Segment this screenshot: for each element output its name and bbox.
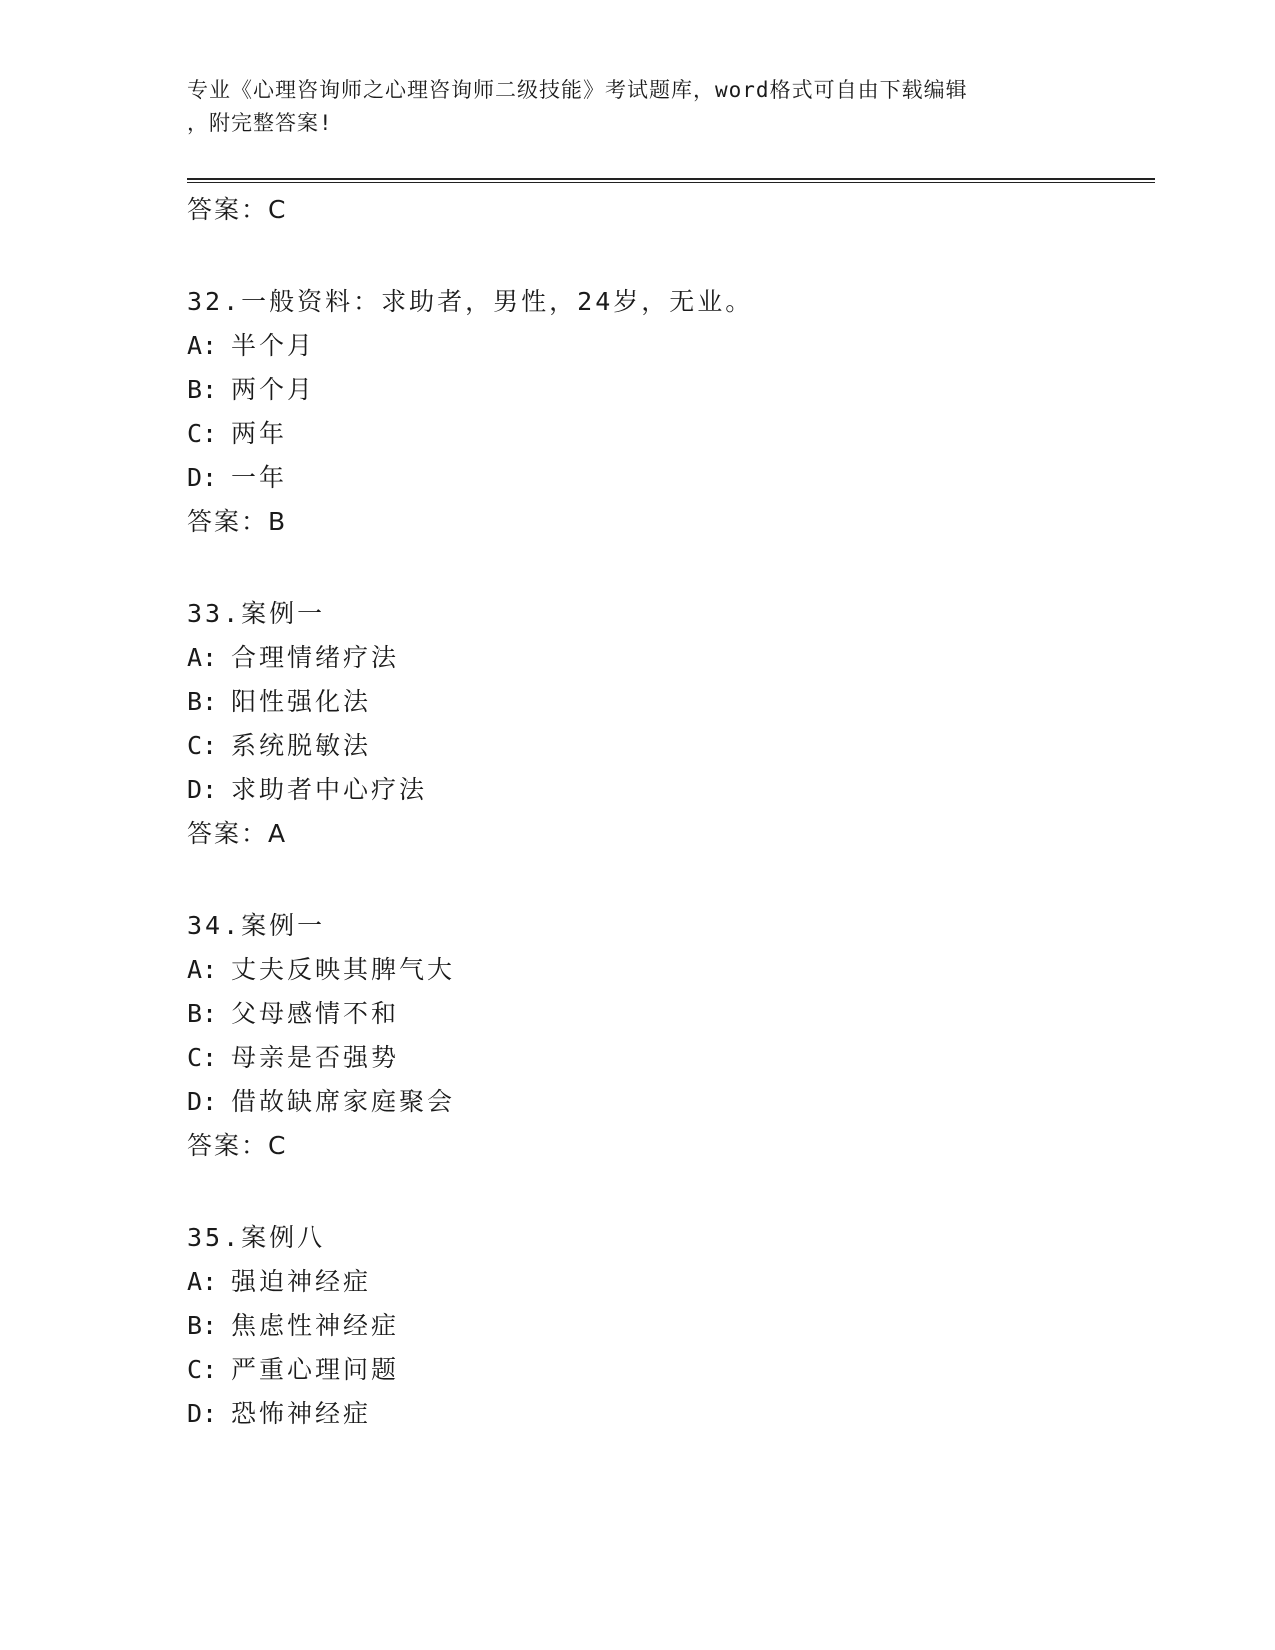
header-line-1: 专业《心理咨询师之心理咨询师二级技能》考试题库，word格式可自由下载编辑 [187,78,968,102]
option-text: 恐怖神经症 [231,1399,372,1428]
answer-31: 答案：C [187,195,288,224]
option-letter: A: [187,643,218,672]
question-34-option-c [187,1042,399,1074]
option-text: 焦虑性神经症 [231,1311,400,1340]
option-text: 两年 [231,419,288,448]
option-letter: A: [187,331,218,360]
header-line-2: ，附完整答案! [187,111,333,135]
document-header [187,74,1067,140]
question-35-stem: 35.案例八 [187,1223,326,1252]
option-text: 求助者中心疗法 [231,775,428,804]
question-33-stem: 33.案例一 [187,599,326,628]
header-divider [187,178,1155,183]
question-32-stem: 32.一般资料：求助者，男性，24岁，无业。 [187,287,754,316]
question-33-option-c [187,730,371,762]
option-text: 母亲是否强势 [231,1043,400,1072]
answer-32: 答案：B [187,507,288,536]
option-letter: D: [187,463,218,492]
question-32-option-a [187,330,315,362]
question-34-option-a [187,954,455,986]
question-33-option-a [187,642,399,674]
option-text: 合理情绪疗法 [231,643,400,672]
option-letter: C: [187,1043,218,1072]
option-letter: B: [187,687,218,716]
option-text: 两个月 [231,375,316,404]
question-32-option-d [187,462,287,494]
option-text: 严重心理问题 [231,1355,400,1384]
option-letter: C: [187,419,218,448]
question-35-option-d [187,1398,371,1430]
question-35-option-c [187,1354,399,1386]
question-35-option-a [187,1266,371,1298]
question-33-option-d [187,774,427,806]
option-text: 丈夫反映其脾气大 [231,955,456,984]
option-text: 强迫神经症 [231,1267,372,1296]
option-letter: C: [187,731,218,760]
answer-34: 答案：C [187,1131,288,1160]
option-letter: D: [187,775,218,804]
question-34-stem: 34.案例一 [187,911,326,940]
question-32-option-c [187,418,287,450]
option-text: 一年 [231,463,288,492]
option-text: 借故缺席家庭聚会 [231,1087,456,1116]
option-text: 半个月 [231,331,316,360]
question-35-option-b [187,1310,399,1342]
option-letter: A: [187,1267,218,1296]
question-32-option-b [187,374,315,406]
option-letter: B: [187,999,218,1028]
question-34-option-b [187,998,399,1030]
option-text: 父母感情不和 [231,999,400,1028]
answer-33: 答案：A [187,819,288,848]
option-letter: D: [187,1087,218,1116]
question-34-option-d [187,1086,455,1118]
option-letter: C: [187,1355,218,1384]
question-33-option-b [187,686,371,718]
option-text: 系统脱敏法 [231,731,372,760]
option-letter: B: [187,375,218,404]
option-letter: D: [187,1399,218,1428]
option-text: 阳性强化法 [231,687,372,716]
option-letter: B: [187,1311,218,1340]
option-letter: A: [187,955,218,984]
